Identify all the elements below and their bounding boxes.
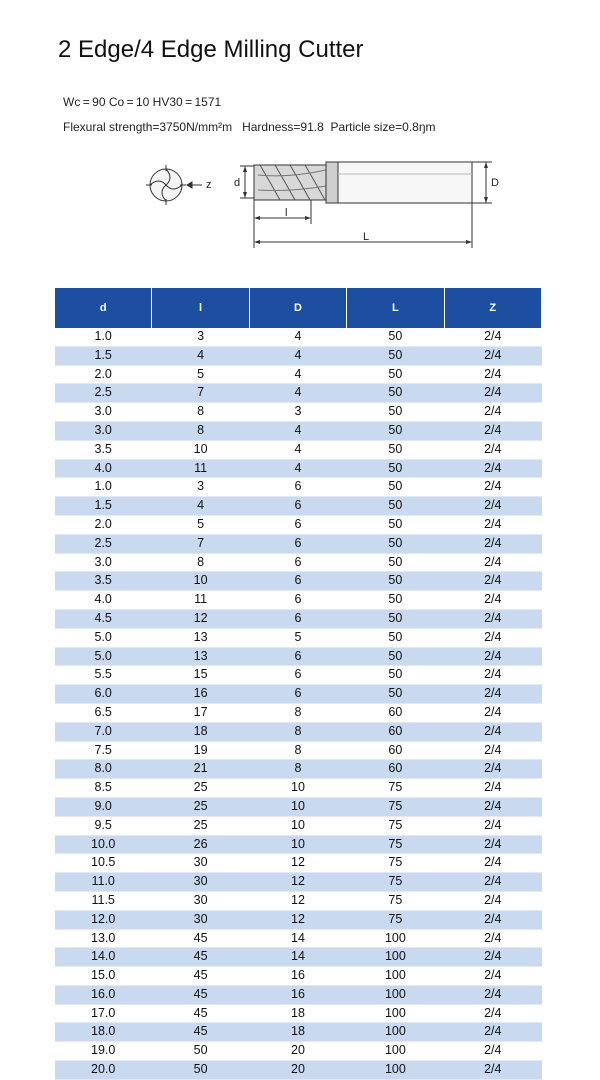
table-row [55,553,542,572]
table-cell-Z: 2/4 [444,478,541,497]
table-cell-D: 10 [249,835,346,854]
table-cell-d: 11.5 [55,891,152,910]
table-cell-L: 100 [347,1061,444,1080]
table-cell-l: 4 [152,497,249,516]
table-row [55,384,542,403]
table-cell-D: 12 [249,854,346,873]
table-cell-D: 8 [249,703,346,722]
table-cell-Z: 2/4 [444,948,541,967]
table-row [55,741,542,760]
table-row [55,365,542,384]
table-cell-l: 45 [152,985,249,1004]
table-row [55,948,542,967]
table-cell-Z: 2/4 [444,628,541,647]
table-cell-D: 6 [249,515,346,534]
table-cell-d: 1.0 [55,328,152,346]
table-cell-l: 45 [152,967,249,986]
table-row [55,534,542,553]
table-cell-d: 6.5 [55,703,152,722]
table-cell-Z: 2/4 [444,591,541,610]
table-cell-L: 60 [347,760,444,779]
table-cell-D: 4 [249,328,346,346]
table-cell-D: 4 [249,365,346,384]
table-cell-Z: 2/4 [444,666,541,685]
table-row [55,929,542,948]
table-cell-Z: 2/4 [444,440,541,459]
table-cell-D: 5 [249,628,346,647]
table-row [55,1061,542,1080]
table-cell-l: 8 [152,403,249,422]
table-row [55,1023,542,1042]
L-dimension-label: L [363,231,370,243]
table-row [55,346,542,365]
table-cell-Z: 2/4 [444,967,541,986]
table-cell-l: 19 [152,741,249,760]
column-header-D: D [249,288,346,328]
table-cell-Z: 2/4 [444,985,541,1004]
table-cell-L: 50 [347,628,444,647]
table-cell-L: 50 [347,497,444,516]
table-row [55,797,542,816]
table-cell-d: 12.0 [55,910,152,929]
table-cell-Z: 2/4 [444,1004,541,1023]
table-cell-D: 14 [249,948,346,967]
table-cell-l: 11 [152,591,249,610]
table-cell-d: 3.5 [55,440,152,459]
table-cell-Z: 2/4 [444,572,541,591]
table-cell-d: 3.0 [55,403,152,422]
table-row [55,891,542,910]
table-cell-L: 50 [347,403,444,422]
table-cell-l: 16 [152,685,249,704]
table-cell-D: 6 [249,591,346,610]
table-cell-l: 8 [152,553,249,572]
table-cell-Z: 2/4 [444,835,541,854]
table-row [55,985,542,1004]
end-view-icon [146,165,202,205]
table-cell-Z: 2/4 [444,421,541,440]
table-body [55,328,542,1079]
table-cell-d: 1.0 [55,478,152,497]
table-cell-D: 4 [249,346,346,365]
table-cell-l: 45 [152,1023,249,1042]
table-row [55,459,542,478]
table-cell-L: 50 [347,609,444,628]
table-cell-d: 14.0 [55,948,152,967]
table-row [55,1004,542,1023]
table-cell-Z: 2/4 [444,854,541,873]
l-dimension-label: l [285,207,288,219]
table-cell-l: 50 [152,1061,249,1080]
table-row [55,760,542,779]
table-row [55,328,542,346]
table-cell-l: 11 [152,459,249,478]
table-cell-D: 18 [249,1023,346,1042]
table-cell-D: 12 [249,873,346,892]
table-cell-L: 50 [347,346,444,365]
table-cell-D: 4 [249,384,346,403]
table-cell-l: 30 [152,854,249,873]
table-cell-Z: 2/4 [444,685,541,704]
table-cell-Z: 2/4 [444,515,541,534]
table-cell-L: 75 [347,779,444,798]
table-row [55,609,542,628]
table-cell-l: 8 [152,421,249,440]
table-cell-d: 16.0 [55,985,152,1004]
table-cell-D: 18 [249,1004,346,1023]
table-row [55,854,542,873]
table-cell-l: 50 [152,1042,249,1061]
table-cell-Z: 2/4 [444,797,541,816]
table-cell-l: 25 [152,779,249,798]
table-cell-D: 6 [249,497,346,516]
table-cell-l: 4 [152,346,249,365]
table-row [55,421,542,440]
table-cell-l: 13 [152,628,249,647]
table-cell-Z: 2/4 [444,722,541,741]
table-cell-D: 4 [249,459,346,478]
table-cell-d: 2.0 [55,515,152,534]
table-cell-Z: 2/4 [444,534,541,553]
table-cell-d: 8.5 [55,779,152,798]
table-cell-L: 100 [347,948,444,967]
table-cell-d: 5.0 [55,628,152,647]
table-cell-l: 7 [152,384,249,403]
table-row [55,835,542,854]
table-row [55,722,542,741]
table-cell-Z: 2/4 [444,929,541,948]
table-cell-L: 50 [347,459,444,478]
table-cell-D: 4 [249,440,346,459]
table-cell-L: 100 [347,1042,444,1061]
table-cell-L: 100 [347,1004,444,1023]
table-cell-d: 9.5 [55,816,152,835]
table-cell-L: 50 [347,591,444,610]
table-cell-Z: 2/4 [444,741,541,760]
table-cell-Z: 2/4 [444,553,541,572]
table-cell-d: 5.5 [55,666,152,685]
table-cell-d: 9.0 [55,797,152,816]
table-cell-L: 60 [347,741,444,760]
table-cell-L: 50 [347,328,444,346]
table-cell-d: 7.5 [55,741,152,760]
table-cell-D: 3 [249,403,346,422]
table-row [55,647,542,666]
table-cell-l: 18 [152,722,249,741]
table-cell-l: 25 [152,816,249,835]
table-cell-d: 4.5 [55,609,152,628]
table-cell-L: 50 [347,685,444,704]
table-cell-L: 50 [347,647,444,666]
column-header-d: d [55,288,152,328]
table-cell-L: 50 [347,553,444,572]
table-cell-d: 10.0 [55,835,152,854]
table-cell-L: 75 [347,873,444,892]
table-cell-Z: 2/4 [444,891,541,910]
table-cell-D: 20 [249,1042,346,1061]
table-cell-D: 16 [249,967,346,986]
z-dimension-label: z [206,179,212,191]
table-cell-l: 3 [152,478,249,497]
table-cell-D: 6 [249,572,346,591]
table-cell-D: 8 [249,760,346,779]
table-row [55,403,542,422]
table-cell-d: 6.0 [55,685,152,704]
table-cell-Z: 2/4 [444,1061,541,1080]
table-cell-d: 1.5 [55,497,152,516]
table-row [55,779,542,798]
table-cell-L: 60 [347,722,444,741]
table-cell-D: 12 [249,910,346,929]
table-row [55,816,542,835]
table-cell-Z: 2/4 [444,760,541,779]
table-cell-l: 10 [152,572,249,591]
table-cell-L: 50 [347,365,444,384]
table-cell-d: 18.0 [55,1023,152,1042]
table-cell-L: 50 [347,478,444,497]
table-cell-l: 30 [152,891,249,910]
table-row [55,967,542,986]
table-row [55,1042,542,1061]
table-row [55,478,542,497]
table-cell-d: 2.5 [55,384,152,403]
table-cell-L: 50 [347,515,444,534]
table-cell-l: 45 [152,1004,249,1023]
table-cell-L: 100 [347,1023,444,1042]
table-cell-l: 5 [152,365,249,384]
table-row [55,666,542,685]
table-cell-Z: 2/4 [444,384,541,403]
table-cell-Z: 2/4 [444,1023,541,1042]
table-cell-l: 7 [152,534,249,553]
table-cell-D: 10 [249,816,346,835]
table-cell-D: 14 [249,929,346,948]
table-cell-d: 3.0 [55,553,152,572]
table-cell-L: 60 [347,703,444,722]
table-cell-d: 3.0 [55,421,152,440]
table-cell-L: 50 [347,384,444,403]
table-cell-d: 5.0 [55,647,152,666]
table-cell-L: 50 [347,666,444,685]
D-dimension-label: D [491,177,499,189]
table-cell-l: 26 [152,835,249,854]
table-cell-l: 10 [152,440,249,459]
table-cell-d: 15.0 [55,967,152,986]
table-cell-l: 45 [152,929,249,948]
table-cell-L: 75 [347,854,444,873]
table-cell-D: 10 [249,797,346,816]
table-cell-d: 2.5 [55,534,152,553]
table-row [55,910,542,929]
page-title: 2 Edge/4 Edge Milling Cutter [58,36,364,63]
table-cell-Z: 2/4 [444,346,541,365]
table-cell-D: 16 [249,985,346,1004]
table-cell-D: 6 [249,609,346,628]
table-cell-Z: 2/4 [444,703,541,722]
table-cell-D: 6 [249,685,346,704]
table-row [55,440,542,459]
table-row [55,515,542,534]
table-cell-Z: 2/4 [444,365,541,384]
table-row [55,703,542,722]
table-cell-L: 100 [347,985,444,1004]
table-cell-D: 8 [249,722,346,741]
table-cell-l: 45 [152,948,249,967]
table-cell-D: 8 [249,741,346,760]
table-cell-l: 17 [152,703,249,722]
table-row [55,685,542,704]
table-cell-l: 13 [152,647,249,666]
table-cell-l: 30 [152,873,249,892]
table-row [55,628,542,647]
table-cell-Z: 2/4 [444,1042,541,1061]
d-dimension-label: d [234,177,241,189]
table-cell-d: 10.5 [55,854,152,873]
table-cell-d: 13.0 [55,929,152,948]
table-cell-L: 50 [347,572,444,591]
table-cell-L: 100 [347,967,444,986]
table-cell-l: 30 [152,910,249,929]
table-cell-D: 12 [249,891,346,910]
table-cell-l: 3 [152,328,249,346]
table-cell-Z: 2/4 [444,910,541,929]
table-cell-Z: 2/4 [444,403,541,422]
table-cell-Z: 2/4 [444,647,541,666]
table-cell-l: 21 [152,760,249,779]
table-cell-d: 11.0 [55,873,152,892]
table-cell-d: 4.0 [55,459,152,478]
table-cell-Z: 2/4 [444,816,541,835]
table-cell-d: 20.0 [55,1061,152,1080]
column-header-L: L [347,288,444,328]
table-cell-Z: 2/4 [444,328,541,346]
table-cell-L: 75 [347,910,444,929]
property-spec-line: Flexural strength=3750N/mm²m Hardness=91.8 Particle size=0.8ŋm [63,120,436,134]
cutter-technical-drawing [130,148,510,258]
table-cell-Z: 2/4 [444,873,541,892]
table-cell-d: 7.0 [55,722,152,741]
table-cell-L: 50 [347,534,444,553]
table-cell-d: 1.5 [55,346,152,365]
table-cell-d: 8.0 [55,760,152,779]
table-cell-D: 6 [249,666,346,685]
table-cell-l: 15 [152,666,249,685]
material-spec-line: Wc = 90 Co = 10 HV30 = 1571 [63,95,222,109]
table-cell-Z: 2/4 [444,459,541,478]
table-header-row [55,288,542,328]
table-cell-L: 100 [347,929,444,948]
table-row [55,591,542,610]
column-header-l: l [152,288,249,328]
table-cell-d: 4.0 [55,591,152,610]
table-cell-D: 20 [249,1061,346,1080]
table-cell-d: 17.0 [55,1004,152,1023]
table-cell-Z: 2/4 [444,497,541,516]
table-cell-L: 50 [347,421,444,440]
table-cell-Z: 2/4 [444,779,541,798]
table-cell-l: 5 [152,515,249,534]
column-header-Z: Z [444,288,541,328]
table-cell-D: 4 [249,421,346,440]
table-cell-L: 50 [347,440,444,459]
dimension-table [54,288,542,1080]
table-cell-D: 6 [249,553,346,572]
table-cell-l: 25 [152,797,249,816]
table-cell-D: 6 [249,478,346,497]
table-row [55,497,542,516]
table-cell-L: 75 [347,891,444,910]
table-cell-Z: 2/4 [444,609,541,628]
table-row [55,572,542,591]
table-cell-L: 75 [347,835,444,854]
table-cell-L: 75 [347,797,444,816]
table-cell-D: 6 [249,647,346,666]
table-cell-D: 6 [249,534,346,553]
table-cell-L: 75 [347,816,444,835]
table-cell-D: 10 [249,779,346,798]
table-cell-d: 19.0 [55,1042,152,1061]
table-cell-d: 2.0 [55,365,152,384]
table-cell-d: 3.5 [55,572,152,591]
table-cell-l: 12 [152,609,249,628]
table-row [55,873,542,892]
